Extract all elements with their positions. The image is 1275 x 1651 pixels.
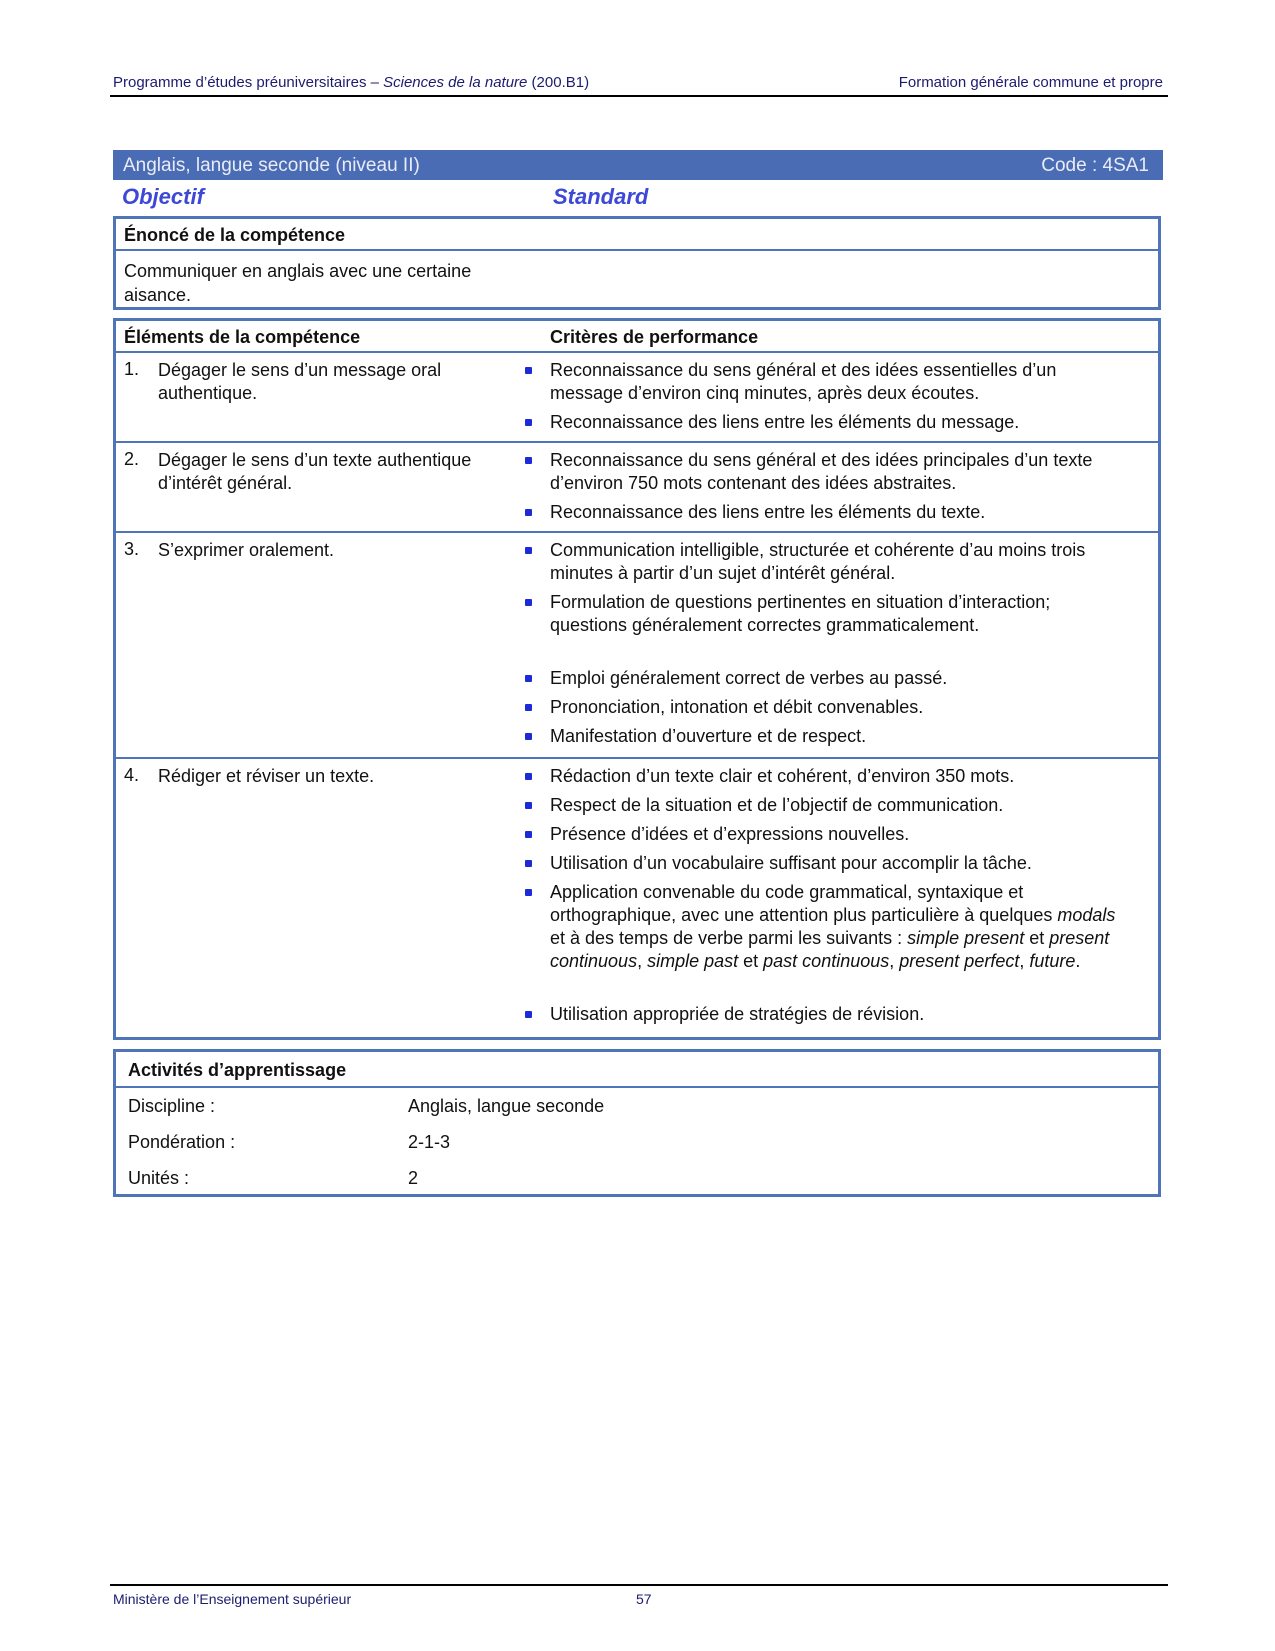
header-formation: Formation générale commune et propre [898, 74, 1163, 91]
criterion: Respect de la situation et de l’objectif de communication. [550, 794, 1130, 817]
activities-heading: Activités d’apprentissage [116, 1052, 1158, 1088]
criterion: Utilisation appropriée de stratégies de révision. [550, 1003, 1130, 1026]
criterion: Manifestation d’ouverture et de respect. [550, 725, 1130, 748]
bullet-icon [525, 599, 532, 606]
criterion: Prononciation, intonation et débit convenables. [550, 696, 1130, 719]
criterion: Reconnaissance du sens général et des idées essentielles d’un message d’environ cinq minutes, après deux écoutes. [550, 359, 1130, 405]
bullet-icon [525, 419, 532, 426]
table-row [116, 353, 1158, 443]
discipline-label: Discipline : [128, 1096, 216, 1116]
criterion: Emploi généralement correct de verbes au passé. [550, 667, 1130, 690]
course-code: Code : 4SA1 [1041, 155, 1149, 176]
element-number: 3. [124, 539, 140, 559]
element-number: 4. [124, 765, 140, 785]
header-program: Programme d’études préuniversitaires – Sciences de la nature (200.B1) [113, 74, 590, 91]
element-text: Rédiger et réviser un texte. [158, 766, 375, 786]
element-text: Dégager le sens d’un message oral authentique. [158, 360, 442, 403]
col-criteres: Critères de performance [550, 327, 759, 347]
elements-table [113, 318, 1161, 1040]
footer-rule [110, 1584, 1168, 1586]
criterion: Formulation de questions pertinentes en situation d’interaction; questions généralement correctes grammaticalement. [550, 591, 1130, 637]
footer-ministry: Ministère de l’Enseignement supérieur [113, 1591, 352, 1607]
bullet-icon [525, 773, 532, 780]
bullet-icon [525, 889, 532, 896]
criterion: Reconnaissance des liens entre les éléments du message. [550, 411, 1130, 434]
bullet-icon [525, 860, 532, 867]
bullet-icon [525, 831, 532, 838]
criterion: Reconnaissance des liens entre les éléments du texte. [550, 501, 1130, 524]
objectif-heading: Objectif [122, 184, 204, 209]
competence-box [113, 216, 1161, 310]
element-text: Dégager le sens d’un texte authentique d’intérêt général. [158, 450, 472, 493]
unites-value: 2 [408, 1168, 419, 1188]
table-row [116, 759, 1158, 1037]
standard-heading: Standard [553, 184, 649, 209]
competence-heading: Énoncé de la compétence [116, 219, 1158, 251]
bullet-icon [525, 733, 532, 740]
competence-text: Communiquer en anglais avec une certaine aisance. [124, 261, 472, 305]
unites-label: Unités : [128, 1168, 190, 1188]
ponderation-value: 2-1-3 [408, 1132, 451, 1152]
bullet-icon [525, 802, 532, 809]
bullet-icon [525, 675, 532, 682]
bullet-icon [525, 367, 532, 374]
running-header [113, 74, 1163, 96]
element-number: 2. [124, 449, 140, 469]
col-elements: Éléments de la compétence [124, 327, 361, 347]
criterion: Communication intelligible, structurée et cohérente d’au moins trois minutes à partir d’un sujet d’intérêt général. [550, 539, 1130, 585]
criterion: Rédaction d’un texte clair et cohérent, d’environ 350 mots. [550, 765, 1130, 788]
discipline-value: Anglais, langue seconde [408, 1096, 605, 1116]
course-title-bar [113, 150, 1163, 180]
elements-table-header [116, 321, 1158, 353]
bullet-icon [525, 509, 532, 516]
page-number: 57 [636, 1591, 652, 1607]
bullet-icon [525, 457, 532, 464]
criterion: Reconnaissance du sens général et des idées principales d’un texte d’environ 750 mots contenant des idées abstraites. [550, 449, 1130, 495]
criterion: Présence d’idées et d’expressions nouvelles. [550, 823, 1130, 846]
bullet-icon [525, 547, 532, 554]
bullet-icon [525, 704, 532, 711]
ponderation-label: Pondération : [128, 1132, 236, 1152]
element-text: S’exprimer oralement. [158, 540, 335, 560]
header-rule [110, 95, 1168, 97]
element-number: 1. [124, 359, 140, 379]
table-row [116, 533, 1158, 759]
criterion: Utilisation d’un vocabulaire suffisant pour accomplir la tâche. [550, 852, 1130, 875]
criterion-grammar: Application convenable du code grammatical, syntaxique et orthographique, avec une attention plus particulière à quelques modals et à des temps de verbe parmi les suivants : simple present et present continuous, simple past et past continuous, present perfect, future. [550, 881, 1130, 973]
course-title: Anglais, langue seconde (niveau II) [123, 155, 420, 176]
bullet-icon [525, 1011, 532, 1018]
activities-box [113, 1049, 1161, 1197]
table-row [116, 443, 1158, 533]
